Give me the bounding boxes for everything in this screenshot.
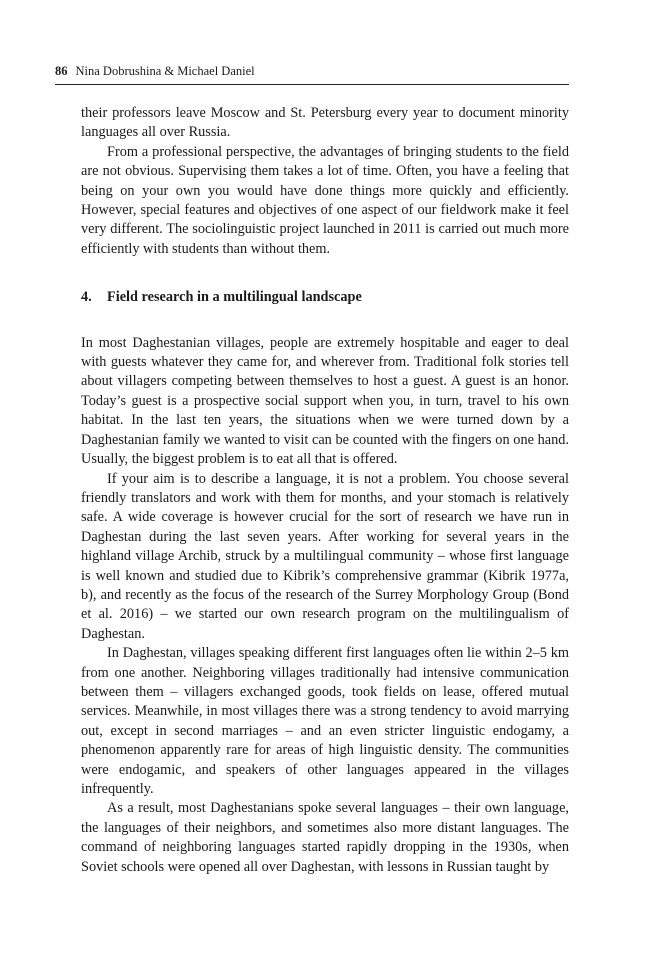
section-number: 4.: [81, 289, 92, 306]
paragraph: In most Daghestanian villages, people are extremely hospitable and eager to deal with guests whatever they came for, and wherever from. Traditional folk stories tell about villagers competing between themselves to host a guest. A guest is an honor. Today’s guest is a prospective social support when you, in turn, travel to his own habitat. In the last ten years, the situations when we were turned down by a Daghestanian family we wanted to visit can be counted with the fingers on one hand. Usually, the biggest problem is to eat all that is offered.: [81, 334, 569, 468]
page-number: 86: [55, 64, 68, 78]
paragraph: As a result, most Daghestanians spoke several languages – their own language, the languages of their neighbors, and sometimes also more distant languages. The command of neighboring languages started rapidly dropping in the 1930s, when Soviet schools were opened all over Daghestan, with lessons in Russian taught by: [81, 800, 569, 875]
paragraph-continued: their professors leave Moscow and St. Petersburg every year to document minority languages all over Russia.: [81, 105, 569, 141]
paragraph: If your aim is to describe a language, it is not a problem. You choose several friendly translators and work with them for months, and your stomach is relatively safe. A wide coverage is however crucial for the sort of research we have run in Daghestan during the last seven years. After working for several years in the highland village Archib, struck by a multilingual community – whose first language is well known and studied due to Kibrik’s comprehensive grammar (Kibrik 1977a, b), and recently as the focus of the research of the Surrey Morphology Group (Bond et al. 2016) – we started our own research program on the multilingualism of Daghestan.: [81, 470, 569, 642]
body-text: [81, 104, 569, 877]
paragraph: From a professional perspective, the advantages of bringing students to the field are not obvious. Supervising them takes a lot of time. Often, you have a feeling that being on your own you would have done things more quickly and efficiently. However, special features and objectives of one aspect of our fieldwork make it feel very different. The sociolinguistic project launched in 2011 is carried out much more efficiently with students than without them.: [81, 143, 569, 257]
header-rule: [55, 84, 569, 85]
running-head-authors: Nina Dobrushina & Michael Daniel: [75, 64, 255, 78]
section-title: Field research in a multilingual landscape: [107, 289, 362, 306]
running-head: [55, 62, 569, 80]
section-heading: [81, 288, 569, 307]
paragraph: In Daghestan, villages speaking different first languages often lie within 2–5 km from one another. Neighboring villages traditionally had intensive communication between them – villagers exchanged goods, took fields on lease, offered mutual services. Meanwhile, in most villages there was a strong tendency to avoid marrying out, except in second marriages – and an even stricter linguistic endogamy, a phenomenon apparently rare for areas of high linguistic density. The communities were endogamic, and speakers of other languages appeared in the villages infrequently.: [81, 645, 569, 797]
